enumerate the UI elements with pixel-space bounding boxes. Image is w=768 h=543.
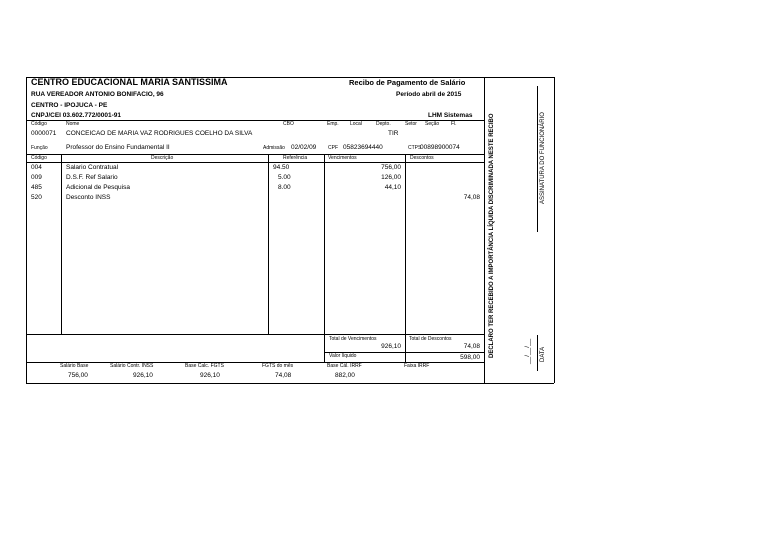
row-desc: Salario Contratual [66, 164, 119, 171]
employee-cpf: 05823694440 [343, 144, 383, 151]
base-fgts-label: Base Calc. FGTS [185, 363, 224, 369]
fgts-mes-value: 74,08 [275, 372, 292, 379]
period: Período abril de 2015 [396, 91, 462, 98]
label-nome: Nome [66, 121, 80, 127]
employee-depto: TIR [388, 130, 399, 137]
label-setor: Setor [405, 121, 417, 127]
date-blank: __/__/__ [524, 338, 531, 364]
table-header-rule [26, 162, 484, 163]
date-label: DATA [540, 346, 546, 362]
label-cbo: CBO [283, 121, 294, 127]
row-ref: 94.50 [273, 164, 290, 171]
fgts-mes-label: FGTS do mês [262, 363, 294, 369]
row-desc: Adicional de Pesquisa [66, 184, 130, 191]
employee-funcao: Professor do Ensino Fundamental II [66, 144, 170, 151]
base-irrf-label: Base Cál. IRRF [327, 363, 362, 369]
total-desc-label: Total de Descontos [409, 336, 452, 342]
total-desc-value: 74,08 [463, 343, 480, 350]
liquido-label: Valor líquido [329, 353, 357, 359]
side-divider [484, 77, 485, 383]
row-code: 004 [31, 164, 42, 171]
label-codigo: Código [31, 121, 47, 127]
label-ctps: CTPS [408, 145, 422, 151]
row-ref: 8.00 [278, 184, 291, 191]
col-line-ref [324, 154, 325, 362]
employee-code: 0000071 [31, 130, 57, 137]
row-code: 009 [31, 174, 42, 181]
base-fgts-value: 926,10 [200, 372, 220, 379]
contr-inss-value: 926,10 [133, 372, 153, 379]
signature-label: ASSINATURA DO FUNCIONÁRIO [540, 112, 546, 204]
faixa-irrf-label: Faixa IRRF [404, 363, 430, 369]
salario-base-label: Salário Base [60, 363, 89, 369]
th-codigo: Código [31, 155, 47, 161]
receipt-title: Recibo de Pagamento de Salário [349, 78, 466, 87]
frame-right [554, 77, 555, 383]
frame-left [26, 77, 27, 383]
label-fl: Fl. [451, 121, 457, 127]
row-venc: 126,00 [381, 174, 401, 181]
label-local: Local [350, 121, 362, 127]
row-venc: 756,00 [381, 164, 401, 171]
col-line-desc [268, 154, 269, 334]
row-venc: 44,10 [384, 184, 401, 191]
label-depto: Depto. [376, 121, 391, 127]
th-referencia: Referência [283, 155, 308, 161]
label-emp: Emp. [327, 121, 339, 127]
employee-name: CONCEICAO DE MARIA VAZ RODRIGUES COELHO DA SILVA [66, 130, 253, 137]
th-descricao: Descrição [151, 155, 174, 161]
totals-rule [26, 334, 484, 335]
base-irrf-value: 882,00 [335, 372, 355, 379]
th-vencimentos: Vencimentos [328, 155, 357, 161]
employee-admissao: 02/02/09 [291, 144, 317, 151]
row-desc: D.S.F. Ref Salario [66, 174, 118, 181]
col-line-code [61, 154, 62, 334]
employer-city: CENTRO - IPOJUCA - PE [31, 102, 108, 109]
col-line-venc [405, 154, 406, 362]
employee-ctps: 00898900074 [420, 144, 460, 151]
liquido-value: 598,00 [460, 354, 480, 361]
th-descontos: Descontos [410, 155, 434, 161]
date-line [537, 335, 538, 371]
contr-inss-label: Salário Contr. INSS [110, 363, 154, 369]
salario-base-value: 756,00 [68, 372, 88, 379]
declaration-text: DECLARO TER RECEBIDO A IMPORTÂNCIA LÍQUIDA DISCRIMINADA NESTE RECIBO [489, 113, 495, 358]
label-admissao: Admissão [263, 145, 285, 151]
row-desc: Desconto INSS [66, 194, 111, 201]
employer-address: RUA VEREADOR ANTONIO BONIFACIO, 96 [31, 91, 164, 98]
label-secao: Seção [425, 121, 440, 127]
total-venc-value: 926,10 [381, 343, 401, 350]
signature-line [537, 86, 538, 232]
label-cpf: CPF [328, 145, 338, 151]
row-ref: 5.00 [278, 174, 291, 181]
row-code: 520 [31, 194, 42, 201]
row-desc-val: 74,08 [463, 194, 480, 201]
frame-bottom [26, 383, 554, 384]
row-code: 485 [31, 184, 42, 191]
label-funcao: Função [31, 145, 48, 151]
total-venc-label: Total de Vencimentos [329, 336, 377, 342]
employer-name: CENTRO EDUCACIONAL MARIA SANTISSIMA [31, 77, 228, 87]
system-name: LHM Sistemas [428, 112, 473, 119]
employer-cnpj: CNPJ/CEI 03.602.772/0001-91 [31, 112, 121, 119]
